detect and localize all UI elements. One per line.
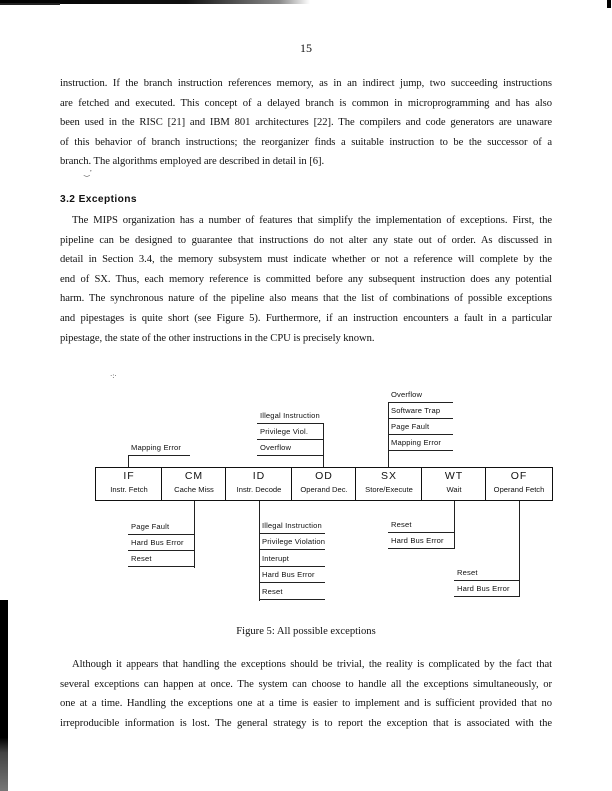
text-line: branch. The algorithms employed are described in detail in [6]. bbox=[60, 156, 325, 168]
stage-od bbox=[291, 467, 357, 501]
stage-abbr: WT bbox=[444, 470, 464, 482]
connector-cm bbox=[194, 501, 195, 568]
text-line: instruction. If the branch instruction references memory, as in an indirect jump, two succeeding instructions bbox=[60, 78, 552, 89]
page-number: 15 bbox=[300, 41, 312, 55]
paragraph-delayed-branch bbox=[60, 74, 552, 172]
stage-of bbox=[485, 467, 553, 501]
exception-sx-software-trap: Software Trap bbox=[388, 403, 453, 419]
exception-wt-reset: Reset bbox=[388, 517, 454, 533]
text-line: several exceptions can happen at once. The system can choose to handle all the exceptions simultaneously, or bbox=[60, 678, 552, 690]
connector-of bbox=[519, 501, 520, 597]
exception-cm-reset: Reset bbox=[128, 551, 194, 567]
exception-wt-hard-bus-error: Hard Bus Error bbox=[388, 533, 454, 549]
stage-abbr: OD bbox=[315, 470, 333, 482]
stage-name: Cache Miss bbox=[174, 485, 214, 494]
text-line: end of SX. Thus, each memory reference is committed before any subsequent instruction does any potential bbox=[60, 273, 552, 285]
exception-od-illegal-instruction: Illegal Instruction bbox=[257, 408, 323, 424]
stage-name: Instr. Fetch bbox=[110, 485, 148, 494]
exception-of-hard-bus-error: Hard Bus Error bbox=[454, 581, 519, 597]
stage-abbr: OF bbox=[510, 470, 528, 482]
exception-id-illegal-instruction: Illegal Instruction bbox=[259, 518, 325, 534]
exception-sx-page-fault: Page Fault bbox=[388, 419, 453, 435]
scan-speck: ·:· bbox=[110, 372, 117, 380]
exception-id-privilege-violation: Privilege Violation bbox=[259, 534, 325, 550]
text-line: and pipestages is quite short (see Figure 5). Furthermore, if an instruction encounters a fault in a particular bbox=[60, 312, 552, 324]
stage-abbr: CM bbox=[184, 470, 204, 482]
stage-name: Operand Fetch bbox=[493, 485, 545, 494]
exception-id-hard-bus-error: Hard Bus Error bbox=[259, 567, 325, 583]
text-line: of this behavior of branch instructions; the reorganizer finds a suitable instruction to be the successor of a bbox=[60, 136, 552, 148]
stage-name: Store/Execute bbox=[365, 485, 413, 494]
text-line: harm. The synchronous nature of the pipeline also means that the list of combinations of possible exceptions bbox=[60, 293, 552, 305]
exception-id-reset: Reset bbox=[259, 584, 325, 600]
exception-id-interupt: Interupt bbox=[259, 551, 325, 567]
exception-od-privilege-viol: Privilege Viol. bbox=[257, 424, 323, 440]
exception-of-reset: Reset bbox=[454, 565, 519, 581]
paragraph-exception-handling bbox=[60, 655, 552, 733]
connector-sx bbox=[388, 402, 389, 467]
exception-cm-hard-bus-error: Hard Bus Error bbox=[128, 535, 194, 551]
exception-od-overflow: Overflow bbox=[257, 440, 323, 456]
text-line: been used in the RISC [21] and IBM 801 architectures [22]. The compilers and code generators are unaware bbox=[60, 117, 552, 129]
scan-speck: ‿’ bbox=[84, 169, 92, 177]
figure-caption: Figure 5: All possible exceptions bbox=[236, 626, 376, 637]
paragraph-mips-exceptions bbox=[60, 211, 552, 348]
text-line: detail in Section 3.4, the memory subsystem must indicate whether or not a reference will complete by the bbox=[60, 254, 552, 266]
text-line: one at a time. Handling the exceptions one at a time is easier to implement and is sufficient provided that no bbox=[60, 698, 552, 710]
connector-wt bbox=[454, 501, 455, 549]
stage-sx bbox=[355, 467, 423, 501]
exception-cm-page-fault: Page Fault bbox=[128, 519, 194, 535]
text-line: pipeline can be designed to guarantee that instructions do not alter any state out of order. As discussed in bbox=[60, 234, 552, 246]
text-line: Although it appears that handling the exceptions should be trivial, the reality is complicated by the fact that bbox=[72, 659, 552, 670]
scan-edge-top-mark bbox=[0, 3, 60, 5]
stage-abbr: SX bbox=[380, 470, 397, 482]
connector-od bbox=[323, 423, 324, 467]
text-line: pipestage, the state of the other instructions in the CPU is precisely known. bbox=[60, 332, 375, 344]
stage-cm bbox=[161, 467, 227, 501]
stage-wt bbox=[421, 467, 487, 501]
stage-name: Wait bbox=[446, 485, 462, 494]
stage-id bbox=[225, 467, 293, 501]
text-line: are fetched and executed. This concept of a delayed branch is common in microprogramming and has also bbox=[60, 97, 552, 109]
stage-abbr: IF bbox=[123, 470, 135, 482]
exception-if-mapping-error: Mapping Error bbox=[128, 440, 190, 456]
text-line: irreproducible information is lost. The general strategy is to report the exception that is associated with the bbox=[60, 717, 552, 729]
section-heading: 3.2 Exceptions bbox=[60, 194, 137, 205]
connector-if bbox=[128, 455, 129, 467]
text-line: The MIPS organization has a number of features that simplify the implementation of exceptions. First, the bbox=[72, 215, 552, 226]
scan-mark-top-right bbox=[607, 0, 611, 8]
stage-name: Operand Dec. bbox=[300, 485, 348, 494]
exception-sx-overflow: Overflow bbox=[388, 387, 453, 403]
stage-name: Instr. Decode bbox=[236, 485, 282, 494]
exception-sx-mapping-error: Mapping Error bbox=[388, 435, 453, 451]
stage-abbr: ID bbox=[252, 470, 266, 482]
stage-if bbox=[95, 467, 163, 501]
